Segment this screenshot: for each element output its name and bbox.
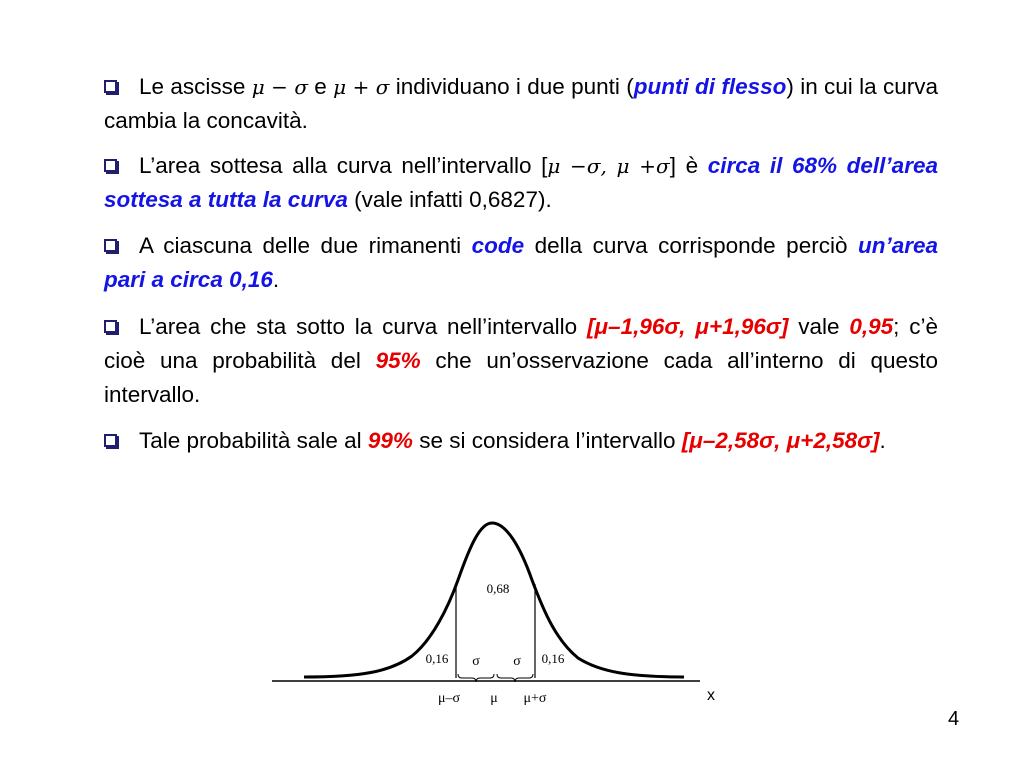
math-mu-minus-sigma: μ − σ: [251, 75, 308, 99]
text: L’area sottesa alla curva nell’intervallo [: [139, 153, 548, 178]
left-tail-label: 0,16: [425, 651, 449, 666]
tick-label-mu-minus-sigma: μ–σ: [437, 691, 461, 706]
highlight-095: 0,95: [849, 314, 894, 339]
text: che un’osservazione cada all’interno di questo intervallo.: [104, 348, 938, 407]
text: .: [272, 267, 280, 292]
text: individuano i due punti (: [389, 74, 634, 99]
highlight-interval-258: [μ–2,58σ, μ+2,58σ]: [681, 428, 880, 453]
text: Le ascisse: [139, 74, 252, 99]
highlight-95-percent: 95%: [375, 348, 421, 373]
math-interval: μ −σ, μ +σ: [547, 154, 670, 178]
text: L’area che sta sotto la curva nell’intervallo: [139, 314, 587, 339]
math-mu-plus-sigma: μ + σ: [333, 75, 390, 99]
right-tail-label: 0,16: [541, 651, 565, 666]
sigma-left-label: σ: [472, 654, 480, 669]
x-axis-label: x: [707, 687, 715, 704]
page-number: 4: [948, 708, 960, 730]
text: ) in cui la curva cambia la concavità.: [104, 74, 938, 133]
text: vale: [788, 314, 850, 339]
bell-curve: [304, 523, 684, 677]
highlight-code: code: [471, 233, 525, 258]
highlight-punti-di-flesso: punti di flesso: [633, 74, 787, 99]
text: ; c’è cioè una probabilità del: [104, 314, 939, 373]
text: e: [307, 74, 334, 99]
text: A ciascuna delle due rimanenti: [139, 233, 472, 258]
text: .: [879, 428, 886, 453]
text: se si considera l’intervallo: [412, 428, 682, 453]
highlight-interval-196: [μ–1,96σ, μ+1,96σ]: [587, 314, 789, 339]
tick-label-mu: μ: [490, 691, 498, 706]
tick-label-mu-plus-sigma: μ+σ: [523, 691, 547, 706]
highlight-area-016: un’area pari a circa 0,16: [104, 233, 938, 292]
center-area-label: 0,68: [486, 581, 510, 596]
highlight-68-percent: circa il 68% dell’area sottesa a tutta la curva: [104, 153, 938, 212]
text: (vale infatti 0,6827).: [347, 187, 552, 212]
text: Tale probabilità sale al: [139, 428, 368, 453]
text: ] è: [669, 153, 708, 178]
sigma-right-label: σ: [513, 654, 521, 669]
highlight-99-percent: 99%: [367, 428, 413, 453]
text: della curva corrisponde perciò: [524, 233, 858, 258]
